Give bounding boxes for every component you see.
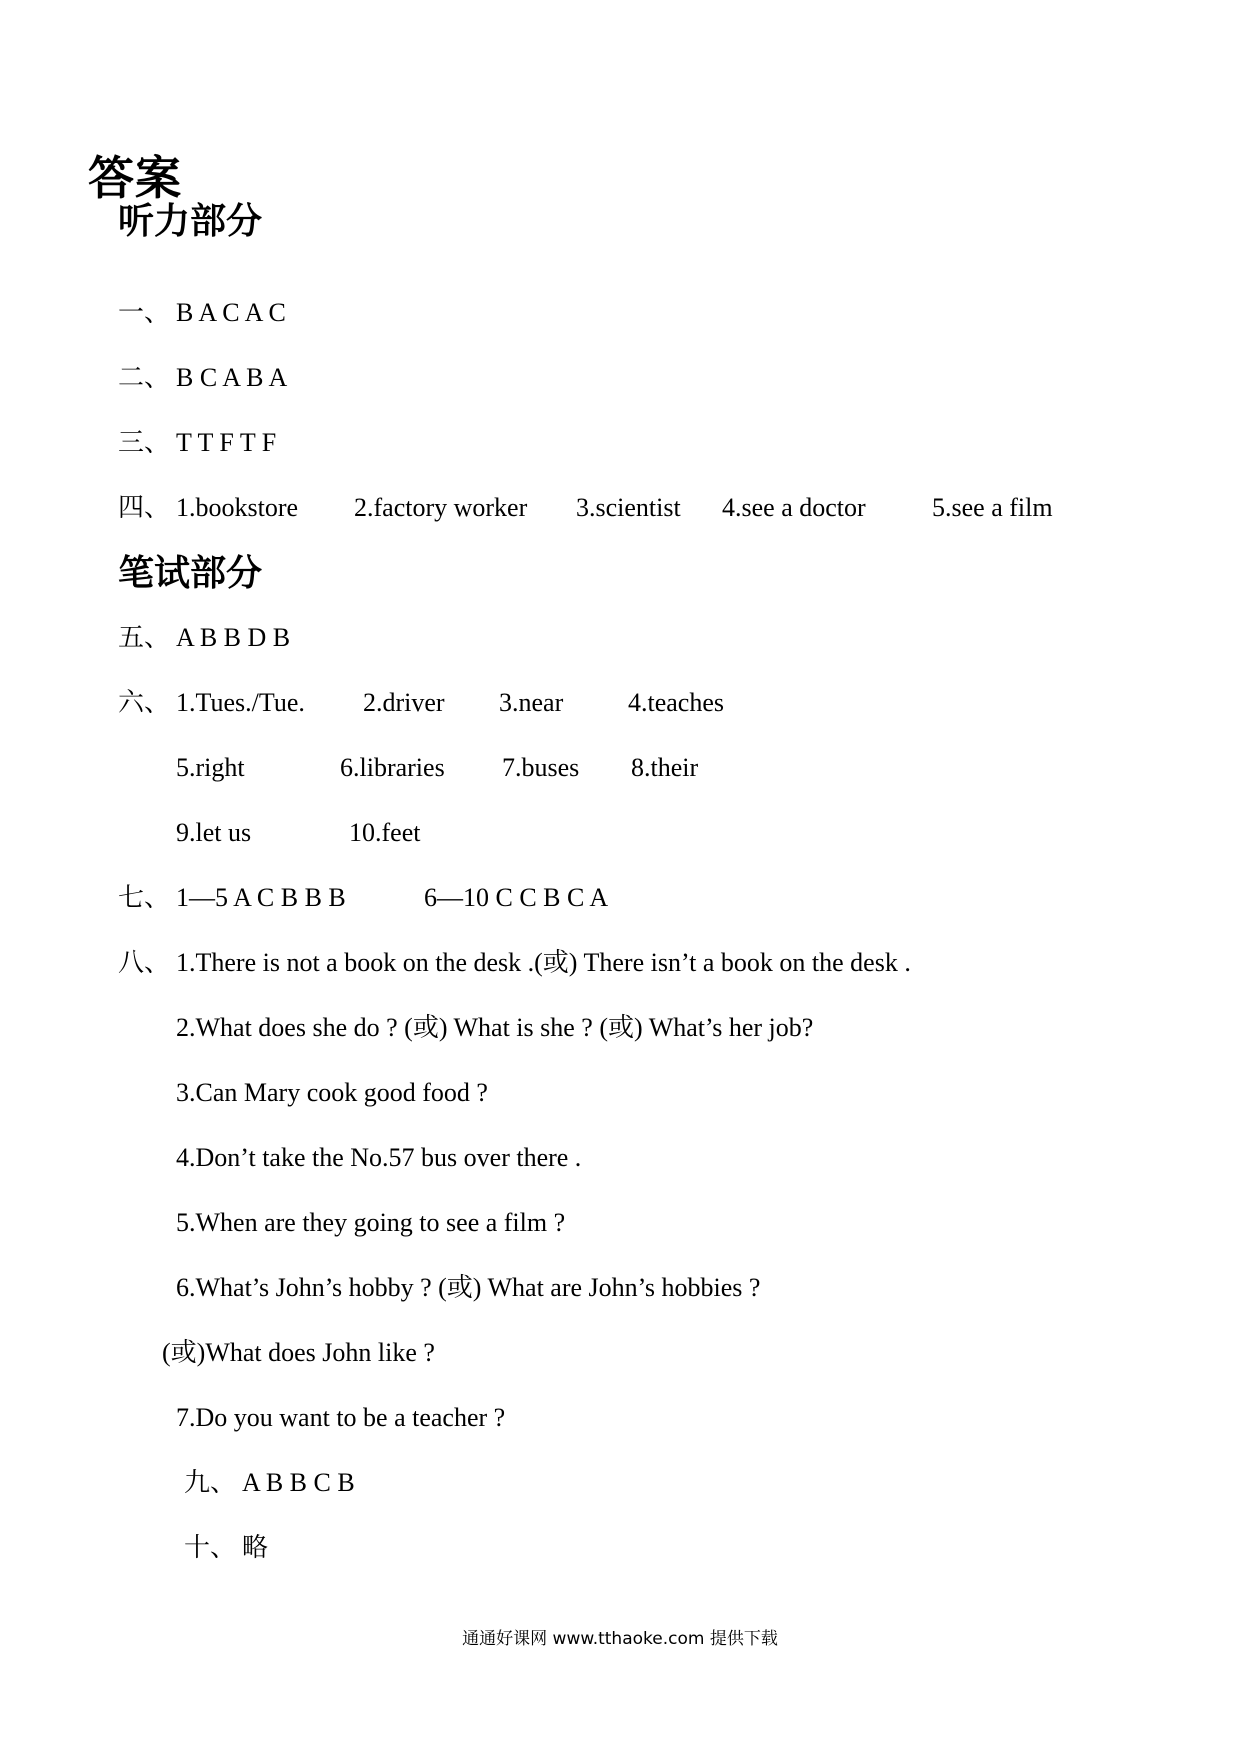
answer-q8-line5: 5.When are they going to see a film ?: [176, 1208, 566, 1237]
answer-item: 9.let us: [176, 818, 252, 847]
answer-q8-line4: 4.Don’t take the No.57 bus over there .: [176, 1143, 582, 1172]
answer-item: 4.see a doctor: [722, 493, 866, 522]
answer-item: 7.buses: [502, 753, 580, 782]
question-number: 八、: [118, 948, 171, 977]
question-number: 三、: [118, 428, 171, 457]
answer-q5: [118, 621, 290, 655]
answer-q6-row2: [176, 751, 698, 785]
answer-item: 8.their: [631, 753, 699, 782]
answer-text: A B B D B: [176, 623, 291, 652]
question-number: 六、: [118, 688, 171, 717]
answer-q6-row1: [118, 686, 724, 720]
answer-text: B A C A C: [176, 298, 286, 327]
answer-q7: [118, 881, 608, 915]
answer-text: 6—10 C C B C A: [424, 883, 609, 912]
question-number: 十、: [184, 1533, 237, 1562]
question-number: 一、: [118, 298, 171, 327]
answer-item: 3.scientist: [576, 493, 681, 522]
answer-q1: [118, 296, 286, 330]
answer-text: T T F T F: [176, 428, 277, 457]
answer-q10: [184, 1531, 268, 1565]
answer-q8-line8: 7.Do you want to be a teacher ?: [176, 1403, 506, 1432]
answer-q8-line1: [118, 946, 911, 980]
answer-item: 4.teaches: [628, 688, 725, 717]
answer-q9: [184, 1466, 355, 1500]
answer-item: 5.right: [176, 753, 245, 782]
answer-q8-line6: 6.What’s John’s hobby ? (或) What are John’s hobbies ?: [176, 1273, 761, 1302]
answer-item: 6.libraries: [340, 753, 445, 782]
answer-q8-line2: 2.What does she do ? (或) What is she ? (或) What’s her job?: [176, 1013, 814, 1042]
answer-text: B C A B A: [176, 363, 288, 392]
answer-text: A B B C B: [242, 1468, 355, 1497]
question-number: 七、: [118, 883, 171, 912]
answer-item: 1.Tues./Tue.: [176, 688, 305, 717]
answer-q6-row3: [176, 816, 420, 850]
answer-q8-line3: 3.Can Mary cook good food ?: [176, 1078, 488, 1107]
answer-text: 略: [242, 1533, 269, 1562]
listening-heading: 听力部分: [118, 201, 263, 242]
answer-q8-line7: (或)What does John like ?: [162, 1338, 435, 1367]
answer-item: 3.near: [499, 688, 564, 717]
answer-item: 2.driver: [363, 688, 445, 717]
answer-q3: [118, 426, 276, 460]
page-footer: 通通好课网 www.tthaoke.com 提供下载: [462, 1629, 778, 1649]
answer-item: 10.feet: [349, 818, 421, 847]
question-number: 五、: [118, 623, 171, 652]
answer-text: 1.There is not a book on the desk .(或) There isn’t a book on the desk .: [176, 948, 911, 977]
answer-item: 2.factory worker: [354, 493, 528, 522]
writing-heading: 笔试部分: [118, 553, 263, 594]
answer-q2: [118, 361, 287, 395]
question-number: 四、: [118, 493, 171, 522]
question-number: 二、: [118, 363, 171, 392]
page-title: 答案: [88, 151, 182, 205]
question-number: 九、: [184, 1468, 237, 1497]
answer-item: 1.bookstore: [176, 493, 299, 522]
answer-q4: [118, 491, 1053, 525]
answer-item: 5.see a film: [932, 493, 1053, 522]
answer-text: 1—5 A C B B B: [176, 883, 346, 912]
